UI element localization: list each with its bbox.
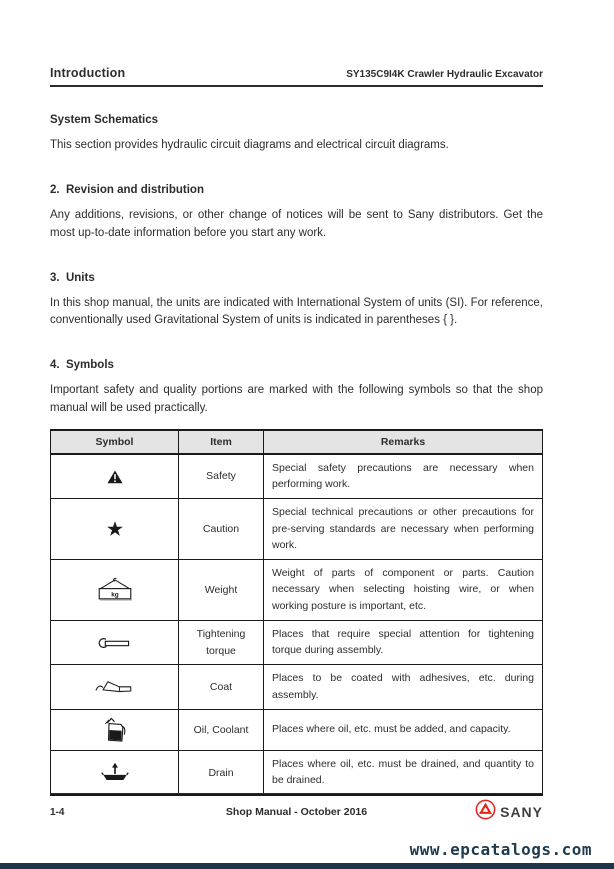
item-cell: Coat xyxy=(179,665,264,710)
bottom-bar xyxy=(0,863,614,869)
item-cell: Safety xyxy=(179,454,264,499)
table-row xyxy=(51,560,543,621)
item-cell: Oil, Coolant xyxy=(179,709,264,750)
table-row xyxy=(51,665,543,710)
footer-title: Shop Manual - October 2016 xyxy=(225,806,368,818)
page-header xyxy=(50,0,543,87)
table-row xyxy=(51,750,543,795)
item-cell: Weight xyxy=(179,560,264,621)
page-number: 1-4 xyxy=(50,806,65,818)
weight-hoist-icon xyxy=(55,577,174,603)
page-content xyxy=(50,0,543,796)
column-header-symbol: Symbol xyxy=(51,430,179,454)
section-heading-symbols: 4. Symbols xyxy=(50,359,114,372)
symbol-cell xyxy=(51,454,179,499)
table-row xyxy=(51,620,543,665)
section-body-symbols: Important safety and quality portions are marked with the following symbols so that the shop manual will be used practically. xyxy=(50,384,543,414)
remarks-cell: Places that require special attention for tightening torque during assembly. xyxy=(264,620,543,665)
remarks-cell: Places to be coated with adhesives, etc. during assembly. xyxy=(264,665,543,710)
symbol-cell xyxy=(51,620,179,665)
symbols-table xyxy=(50,429,543,797)
item-cell: Caution xyxy=(179,499,264,560)
caution-star-icon xyxy=(55,520,174,538)
section-body-system-schematics: This section provides hydraulic circuit diagrams and electrical circuit diagrams. xyxy=(50,139,449,151)
symbol-cell xyxy=(51,750,179,795)
symbol-cell xyxy=(51,499,179,560)
remarks-cell: Special technical precautions or other precautions for pre-serving standards are necessary when performing work. xyxy=(264,499,543,560)
drain-pan-icon xyxy=(55,762,174,783)
header-model-title: SY135C9I4K Crawler Hydraulic Excavator xyxy=(346,69,543,80)
symbol-cell xyxy=(51,560,179,621)
item-cell: Drain xyxy=(179,750,264,795)
item-cell: Tightening torque xyxy=(179,620,264,665)
brand-logo xyxy=(367,799,543,825)
watermark-url: www.epcatalogs.com xyxy=(409,840,592,859)
section-heading-units: 3. Units xyxy=(50,271,95,284)
symbol-cell xyxy=(51,665,179,710)
coat-tube-icon xyxy=(55,678,174,696)
table-row xyxy=(51,709,543,750)
remarks-cell: Weight of parts of component or parts. Caution necessary when selecting hoisting wire, or when working posture is important, etc. xyxy=(264,560,543,621)
remarks-cell: Places where oil, etc. must be drained, and quantity to be drained. xyxy=(264,750,543,795)
page-footer xyxy=(50,793,543,825)
section-heading-revision: 2. Revision and distribution xyxy=(50,184,204,197)
section-heading-system-schematics: System Schematics xyxy=(50,114,159,126)
remarks-cell: Special safety precautions are necessary when performing work. xyxy=(264,454,543,499)
remarks-cell: Places where oil, etc. must be added, and capacity. xyxy=(264,709,543,750)
weight-kg-label: kg xyxy=(110,591,119,599)
symbol-cell xyxy=(51,709,179,750)
table-header-row xyxy=(51,430,543,454)
table-row xyxy=(51,499,543,560)
brand-name: SANY xyxy=(500,804,544,820)
header-section-title: Introduction xyxy=(50,66,126,80)
column-header-remarks: Remarks xyxy=(264,430,543,454)
section-body-units: In this shop manual, the units are indicated with International System of units (SI). For reference, conventionally used Gravitational System of units is indicated in parentheses { }. xyxy=(50,296,543,326)
safety-warning-icon xyxy=(55,470,174,484)
column-header-item: Item xyxy=(179,430,264,454)
torque-wrench-icon xyxy=(55,635,174,651)
oil-can-icon xyxy=(55,716,174,744)
sany-logo-icon xyxy=(475,799,496,825)
table-row xyxy=(51,454,543,499)
section-body-revision: Any additions, revisions, or other change of notices will be sent to Sany distributors. Get the most up-to-date information before you start any work. xyxy=(50,209,543,239)
